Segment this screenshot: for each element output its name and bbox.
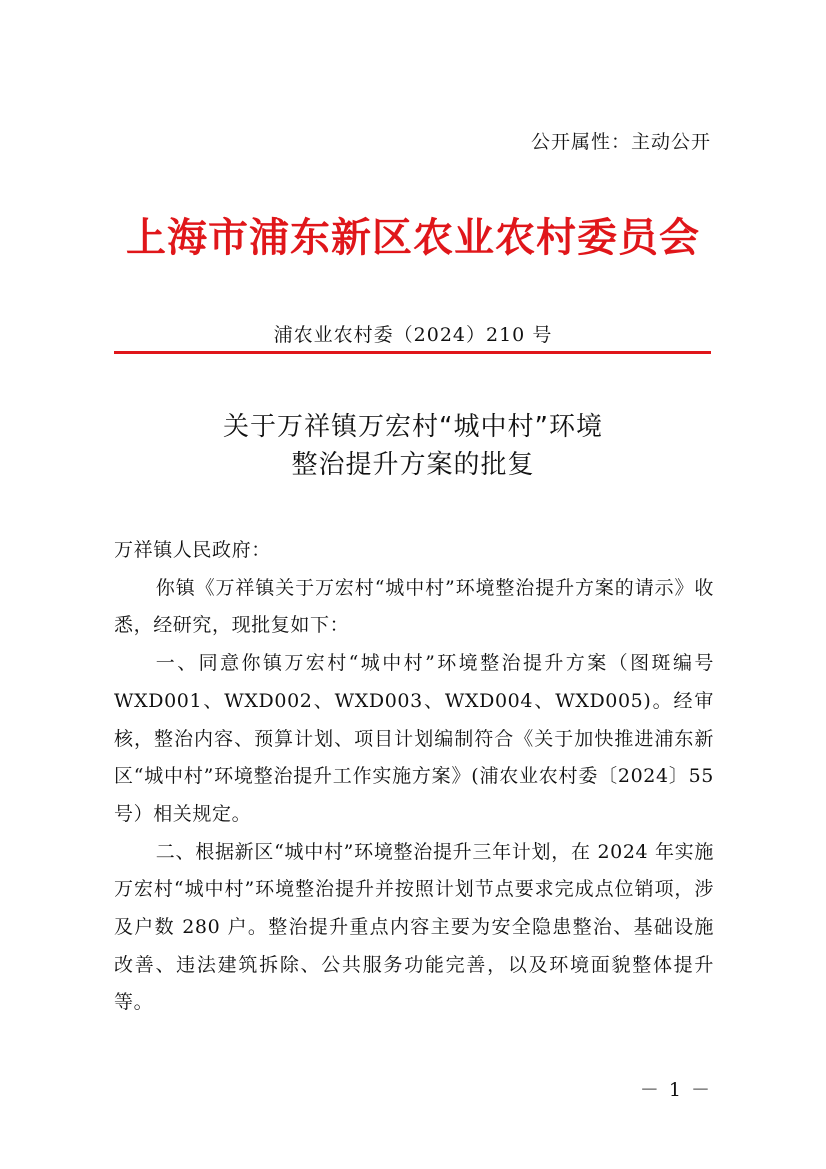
document-title-line-1: 关于万祥镇万宏村“城中村”环境 xyxy=(223,412,603,442)
document-title-line-2: 整治提升方案的批复 xyxy=(291,450,535,480)
organization-title: 上海市浦东新区农业农村委员会 xyxy=(126,215,700,261)
document-number: 浦农业农村委（2024）210 号 xyxy=(273,324,553,346)
red-divider xyxy=(114,351,711,354)
page-number: － 1 － xyxy=(639,1079,712,1101)
salutation: 万祥镇人民政府： xyxy=(114,539,271,561)
disclosure-label: 公开属性：主动公开 xyxy=(530,131,711,153)
paragraph-1: 你镇《万祥镇关于万宏村“城中村”环境整治提升方案的请示》收悉，经研究，现批复如下： xyxy=(114,576,714,637)
document-title xyxy=(0,408,826,484)
paragraph-3: 二、根据新区“城中村”环境整治提升三年计划，在 2024 年实施万宏村“城中村”环境整治提升并按照计划节点要求完成点位销项，涉及户数 280 户。整治提升重点内容主要为安全隐患整治、基础设施改善、违法建筑拆除、公共服务功能完善，以及环境面貌整体提升等。 xyxy=(114,840,714,1014)
paragraph-2: 一、同意你镇万宏村“城中村”环境整治提升方案（图斑编号 WXD001、WXD002、WXD003、WXD004、WXD005)。经审核，整治内容、预算计划、项目计划编制符合《关于加快推进浦东新区“城中村”环境整治提升工作实施方案》(浦农业农村委〔2024〕55 号）相关规定。 xyxy=(114,652,714,825)
document-body xyxy=(114,532,714,1022)
